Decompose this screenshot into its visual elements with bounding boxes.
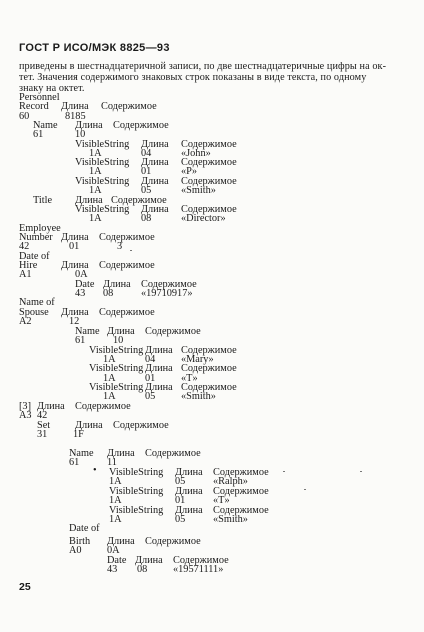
encoding-line: «John» bbox=[181, 148, 211, 159]
intro-line-3: знаку на октет. bbox=[19, 83, 85, 94]
intro-line-1: приведены в шестнадцатеричной записи, по две шестнадцатеричные цифры на ок- bbox=[19, 61, 387, 72]
encoding-line: Name bbox=[33, 120, 58, 131]
encoding-line: 0A bbox=[75, 269, 88, 280]
encoding-line: A2 bbox=[19, 316, 32, 327]
encoding-line: Содержимое bbox=[113, 420, 169, 431]
encoding-line: VisibleString bbox=[75, 157, 130, 168]
encoding-line: Содержимое bbox=[213, 505, 269, 516]
encoding-line: VisibleString bbox=[109, 467, 164, 478]
encoding-line: Длина bbox=[75, 420, 103, 431]
encoding-line: Name bbox=[69, 448, 94, 459]
encoding-line: Hire bbox=[19, 260, 38, 271]
encoding-line: Содержимое bbox=[181, 363, 237, 374]
standard-header: ГОСТ Р ИСО/МЭК 8825—93 bbox=[19, 42, 170, 54]
encoding-line: 05 bbox=[145, 391, 156, 402]
encoding-line: Длина bbox=[175, 467, 203, 478]
encoding-line: Record bbox=[19, 101, 49, 112]
encoding-line: 42 bbox=[37, 410, 48, 421]
encoding-line: Personnel bbox=[19, 92, 60, 103]
encoding-line: VisibleString bbox=[109, 505, 164, 516]
encoding-line: 04 bbox=[145, 354, 156, 365]
encoding-line: Содержимое bbox=[145, 326, 201, 337]
encoding-line: Содержимое bbox=[181, 176, 237, 187]
encoding-line: Длина bbox=[175, 505, 203, 516]
encoding-line: Длина bbox=[61, 307, 89, 318]
encoding-line: 05 bbox=[141, 185, 152, 196]
encoding-line: «P» bbox=[181, 166, 198, 177]
encoding-line: Title bbox=[33, 195, 53, 206]
encoding-line: A0 bbox=[69, 545, 82, 556]
encoding-line: 1A bbox=[89, 185, 102, 196]
encoding-line: Содержимое bbox=[101, 101, 157, 112]
encoding-line: Содержимое bbox=[75, 401, 131, 412]
encoding-line: Длина bbox=[61, 232, 89, 243]
encoding-line: Длина bbox=[175, 486, 203, 497]
encoding-line: Длина bbox=[107, 536, 135, 547]
encoding-line: Длина bbox=[141, 157, 169, 168]
encoding-line: «Mary» bbox=[181, 354, 214, 365]
encoding-line: Содержимое bbox=[173, 555, 229, 566]
encoding-line: Employee bbox=[19, 223, 61, 234]
encoding-line: Date of bbox=[69, 523, 100, 534]
encoding-line: Длина bbox=[135, 555, 163, 566]
encoding-line: 60 bbox=[19, 111, 30, 122]
encoding-line: 1A bbox=[89, 213, 102, 224]
encoding-line: 61 bbox=[69, 457, 80, 468]
encoding-line: Длина bbox=[75, 120, 103, 131]
encoding-line: «Director» bbox=[181, 213, 226, 224]
encoding-line: 01 bbox=[141, 166, 152, 177]
encoding-line: 31 bbox=[37, 429, 48, 440]
encoding-line: Number bbox=[19, 232, 53, 243]
encoding-line: Name of bbox=[19, 297, 55, 308]
encoding-line: 1A bbox=[109, 476, 122, 487]
encoding-line: Длина bbox=[37, 401, 65, 412]
encoding-line: Длина bbox=[141, 176, 169, 187]
encoding-line: Name bbox=[75, 326, 100, 337]
encoding-line: 61 bbox=[75, 335, 86, 346]
encoding-line: Содержимое bbox=[181, 382, 237, 393]
encoding-line: VisibleString bbox=[109, 486, 164, 497]
encoding-line: Длина bbox=[141, 139, 169, 150]
encoding-line: 1A bbox=[109, 514, 122, 525]
encoding-line: Содержимое bbox=[181, 157, 237, 168]
encoding-line: Содержимое bbox=[99, 232, 155, 243]
encoding-line: «T» bbox=[181, 373, 198, 384]
encoding-line: A3 bbox=[19, 410, 32, 421]
encoding-line: 08 bbox=[137, 564, 148, 575]
encoding-line: Длина bbox=[107, 326, 135, 337]
encoding-line: VisibleString bbox=[75, 176, 130, 187]
scan-speck bbox=[304, 489, 306, 490]
encoding-line: «19710917» bbox=[141, 288, 193, 299]
encoding-line: 01 bbox=[145, 373, 156, 384]
encoding-line: Длина bbox=[103, 279, 131, 290]
encoding-line: • bbox=[93, 465, 97, 476]
page-number: 25 bbox=[19, 581, 31, 593]
encoding-line: VisibleString bbox=[89, 345, 144, 356]
encoding-line: Содержимое bbox=[181, 345, 237, 356]
encoding-line: VisibleString bbox=[89, 363, 144, 374]
encoding-line: Содержимое bbox=[99, 260, 155, 271]
encoding-line: Длина bbox=[107, 448, 135, 459]
encoding-line: Date bbox=[75, 279, 95, 290]
encoding-line: 43 bbox=[107, 564, 118, 575]
encoding-line: 04 bbox=[141, 148, 152, 159]
encoding-line: Date bbox=[107, 555, 127, 566]
encoding-line: Содержимое bbox=[181, 139, 237, 150]
encoding-line: 43 bbox=[75, 288, 86, 299]
scan-speck bbox=[130, 250, 132, 251]
encoding-line: «19571111» bbox=[173, 564, 224, 575]
encoding-line: A1 bbox=[19, 269, 32, 280]
encoding-line: 1A bbox=[89, 166, 102, 177]
encoding-line: 01 bbox=[69, 241, 80, 252]
encoding-line: [3] bbox=[19, 401, 32, 412]
encoding-line: «T» bbox=[213, 495, 230, 506]
encoding-line: 12 bbox=[69, 316, 80, 327]
encoding-line: VisibleString bbox=[75, 204, 130, 215]
encoding-line: Содержимое bbox=[145, 448, 201, 459]
encoding-line: Длина bbox=[141, 204, 169, 215]
encoding-line: 1A bbox=[109, 495, 122, 506]
encoding-line: Содержимое bbox=[99, 307, 155, 318]
encoding-line: 08 bbox=[103, 288, 114, 299]
encoding-line: «Smith» bbox=[181, 391, 216, 402]
encoding-line: Длина bbox=[61, 260, 89, 271]
encoding-line: 10 bbox=[113, 335, 124, 346]
encoding-line: VisibleString bbox=[89, 382, 144, 393]
encoding-line: 0A bbox=[107, 545, 120, 556]
encoding-line: 42 bbox=[19, 241, 30, 252]
encoding-line: Содержимое bbox=[145, 536, 201, 547]
encoding-line: Содержимое bbox=[141, 279, 197, 290]
scan-speck bbox=[283, 471, 285, 472]
intro-line-2: тет. Значения содержимого знаковых строк показаны в виде текста, по одному bbox=[19, 72, 367, 83]
encoding-line: Birth bbox=[69, 536, 91, 547]
encoding-line: Содержимое bbox=[113, 120, 169, 131]
encoding-line: «Smith» bbox=[213, 514, 248, 525]
encoding-line: Содержимое bbox=[111, 195, 167, 206]
encoding-line: 61 bbox=[33, 129, 44, 140]
encoding-line: 1A bbox=[103, 391, 116, 402]
encoding-line: 1A bbox=[103, 354, 116, 365]
encoding-line: «Ralph» bbox=[213, 476, 248, 487]
encoding-line: «Smith» bbox=[181, 185, 216, 196]
encoding-line: 1A bbox=[103, 373, 116, 384]
encoding-line: 3 bbox=[117, 241, 123, 252]
encoding-line: Длина bbox=[145, 363, 173, 374]
encoding-line: VisibleString bbox=[75, 139, 130, 150]
encoding-line: Spouse bbox=[19, 307, 49, 318]
encoding-line: 08 bbox=[141, 213, 152, 224]
encoding-line: 1F bbox=[73, 429, 84, 440]
encoding-line: Date of bbox=[19, 251, 50, 262]
encoding-line: 11 bbox=[107, 457, 117, 468]
encoding-line: 01 bbox=[175, 495, 186, 506]
encoding-line: 1A bbox=[89, 148, 102, 159]
encoding-line: Длина bbox=[145, 345, 173, 356]
encoding-line: Длина bbox=[61, 101, 89, 112]
encoding-line: Длина bbox=[75, 195, 103, 206]
scan-speck bbox=[360, 471, 362, 472]
encoding-line: 05 bbox=[175, 514, 186, 525]
encoding-line: Содержимое bbox=[181, 204, 237, 215]
encoding-line: Содержимое bbox=[213, 467, 269, 478]
encoding-line: Set bbox=[37, 420, 51, 431]
encoding-line: Содержимое bbox=[213, 486, 269, 497]
encoding-line: 05 bbox=[175, 476, 186, 487]
encoding-line: 8185 bbox=[65, 111, 86, 122]
encoding-line: 10 bbox=[75, 129, 86, 140]
encoding-line: Длина bbox=[145, 382, 173, 393]
